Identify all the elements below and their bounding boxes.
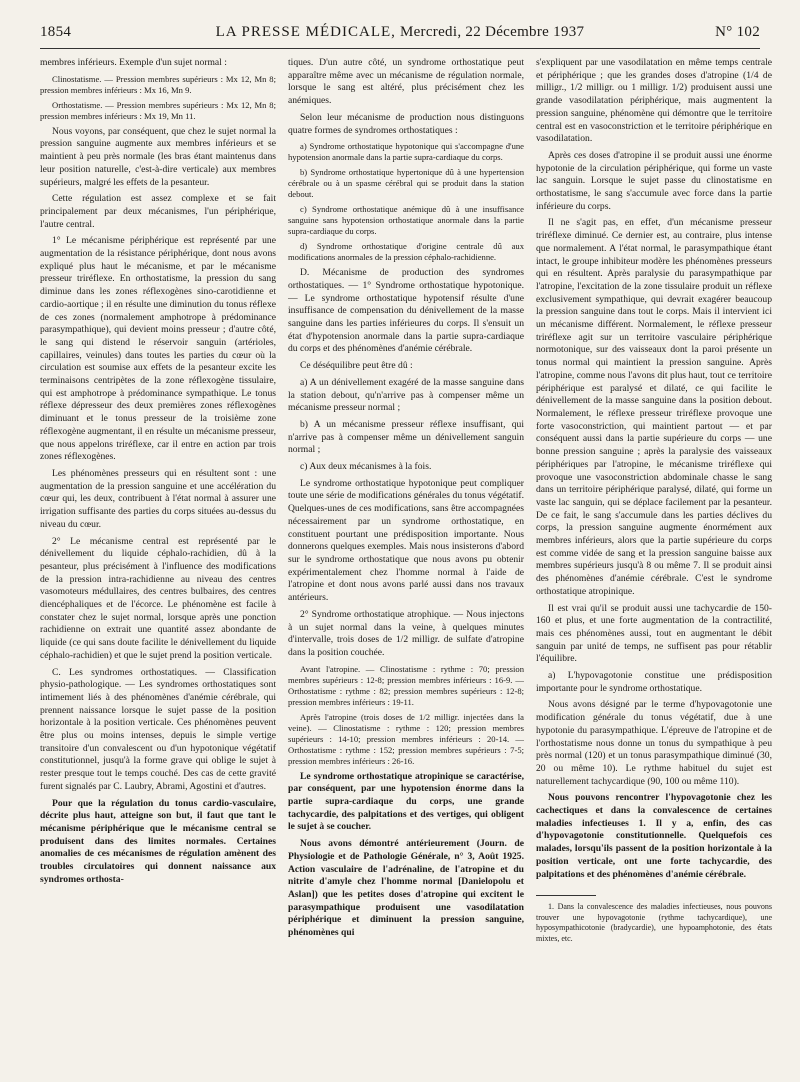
paragraph: 1° Le mécanisme périphérique est représenté par une augmentation de la résistance périphérique, dont nous avons expliqué plus haut le mécanisme, et par le mécanisme presseur triréflexe. En orthostatisme, la pression du sang diminue dans les zones réflexogènes sino-carotidienne et cardio-aortique ; il en résulte une diminution du tonus réflexe de ces zones (normalement amphotrope à prédominance parasympathique), qui devient moins presseur ; d'autre côté, le sang qui distend le réservoir sanguin (artérioles, capillaires, veinules) dans toutes les parties du cœur où la circulation est soumise aux effets de la pesanteur excite les terminaisons centripètes de la zone réflexogène tissulaire, qui est amphotrope à prédominance sympathique. Le tonus réflexe dépresseur des deux premières zones réflexogènes diminuant et le tonus presseur de la troisième zone réflexogène augmentant, il en résulte un mécanisme presseur, que nous appelons triréflexe, car il entre en action par trois zones réflexogènes. — [40, 235, 276, 463]
section-heading: D. Mécanisme de production des syndromes orthostatiques. — 1° Syndrome orthostatique hypotonique. — Le syndrome orthostatique hypotensif résulte d'une insuffisance de compensation du dénivellement de la masse sanguine dans les parties inférieures du corps. Il s'ensuit un état d'hypotension anormale dans la partie supra-cardiaque du corps et des phénomènes d'anémie cérébrale. — [288, 267, 524, 355]
section-heading: C. Les syndromes orthostatiques. — Classification physio-pathologique. — Les syndromes orthostatiques sont intimement liés à des phénomènes d'anémie cérébrale, qui prennent naissance lorsque le sujet passe de la position horizontale à la position verticale. Ces phénomènes peuvent être plus ou moins intenses, depuis le simple vertige transitoire d'un convalescent ou d'un hypotonique végétatif constitutionnel, jusqu'à la forme grave qui oblige le sujet à rester presque tout le temps couché. Des cas de cette gravité furent signalés par C. Laubry, Abrami, Agostini et d'autres. — [40, 666, 276, 792]
list-item: c) Syndrome orthostatique anémique dû à une insuffisance sanguine sans hypotension orthostatique anormale dans la partie supra-cardiaque du corps. — [288, 204, 524, 237]
column-1 — [40, 57, 276, 1067]
journal-line — [40, 24, 760, 41]
list-item: a) A un dénivellement exagéré de la masse sanguine dans la station debout, qu'n'arrive pas à compenser même un mécanisme presseur normal ; — [288, 376, 524, 414]
paragraph: Cette régulation est assez complexe et se fait principalement par deux mécanismes, l'un périphérique, l'autre central. — [40, 193, 276, 230]
footnote-divider — [536, 895, 596, 896]
paragraph: Nous voyons, par conséquent, que chez le sujet normal la pression sanguine augmente aux membres inférieurs et se maintient à peu près normale (les bras étant maintenus dans leur position naturelle, c'est-à-dire verticale) aux membres supérieurs, malgré les effets de la pesanteur. — [40, 125, 276, 188]
paragraph: Avant l'atropine. — Clinostatisme : rythme : 70; pression membres supérieurs : 12-8; pression membres inférieurs : 16-9. — Orthostatisme : rythme : 82; pression membres supérieurs : 12-8; pression membres inférieurs : 19-11. — [288, 663, 524, 707]
paragraph: Après ces doses d'atropine il se produit aussi une énorme hypotonie de la circulation périphérique, qui forme un vaste lac sanguin. Lorsque le sujet passe du clinostatisme en orthostatisme, le sang s'accumule avec force dans la partie inférieure du corps. — [536, 149, 772, 212]
column-3 — [536, 57, 772, 1067]
paragraph: membres inférieurs. Exemple d'un sujet normal : — [40, 57, 227, 68]
footnote: 1. Dans la convalescence des maladies infectieuses, nous pouvons trouver une hypovagotonie (rythme tachycardique), une hyposympathicotonie (bradycardie), une hypoamphotonie, des états mixtes, etc. — [536, 902, 772, 943]
paragraph: a) L'hypovagotonie constitue une prédisposition importante pour le syndrome orthostatique. — [536, 670, 772, 694]
list-item: d) Syndrome orthostatique d'origine centrale dû aux modifications anormales de la pression céphalo-rachidienne. — [288, 241, 524, 263]
paragraph: Après l'atropine (trois doses de 1/2 milligr. injectées dans la veine). — Clinostatisme : rythme : 120; pression membres supérieurs : 14-10; pression membres inférieurs : 20-14. — Orthostatisme : rythme : 152; pression membres supérieurs : 7-5; pression membres inférieurs : 26-16. — [288, 711, 524, 766]
paragraph: Les phénomènes presseurs qui en résultent sont : une augmentation de la pression sanguine et une accélération du cœur qui, les deux, contribuent à l'état normal à assurer une irrigation suffisante des parties du corps situées au-dessus du niveau du cœur. — [40, 467, 276, 530]
paragraph: Ce déséquilibre peut être dû : — [300, 360, 413, 372]
paragraph: Selon leur mécanisme de production nous distinguons quatre formes de syndromes orthostatiques : — [288, 111, 524, 136]
paragraph: Le syndrome orthostatique hypotonique peut compliquer toute une série de modifications générales du tonus végétatif. Quelques-unes de ces modifications, sans être accompagnées nécessairement par un syndrome orthostatique, en constituent pourtant une prédisposition importante. Nous donnerons quelques exemples. Mais nous insisterons d'abord sur le syndrome orthostatique que nous avons pu obtenir expérimentalement chez l'homme normal à l'aide de l'atropine et dont nous avons parlé aussi dans nos travaux antérieurs. — [288, 477, 524, 604]
paragraph: 2° Le mécanisme central est représenté par le dénivellement du liquide céphalo-rachidien, dû à la pesanteur, plus précisément à l'influence des modifications de la pression intra-rachidienne au niveau des centres vasomoteurs médullaires, des centres bulbaires, des centres diencéphaliques et de l'écorce. Le phénomène est facile à constater chez le sujet normal, lorsque après une ponction rachidienne on extrait une quantité assez abondante de liquide (ce qui sans doute facilite le dénivellement du liquide céphalo-rachidien) et que le sujet prend la position verticale. — [40, 535, 276, 661]
paragraph: s'expliquent par une vasodilatation en même temps centrale et périphérique ; que les grandes doses d'atropine (1/4 de milligr., 1/2 milligr. ou 1 milligr. 1/2) produisent aussi une grande vasodilatation périphérique, mais augmentent la pression sanguine, phénomène qui démontre que le territoire central est en vasoconstriction et le territoire périphérique en vasodilatation. — [536, 57, 772, 145]
page-header — [40, 22, 760, 49]
paragraph: Nous avons démontré antérieurement (Journ. de Physiologie et de Pathologie Générale, n° 3, Août 1925. Action vasculaire de l'adrénaline, de l'atropine et du nitrite d'amyle chez l'homme normal [Danielopolu et Aslan]) que les petites doses d'atropine qui excitent le parasympathique produisent une vasodilatation périphérique et diminuent la pression sanguine, phénomènes qui — [288, 838, 524, 939]
list-item: b) A un mécanisme presseur réflexe insuffisant, qui n'arrive pas à compenser même un dénivellement sanguin normal ; — [288, 418, 524, 456]
issue-date: Mercredi, 22 Décembre 1937 — [399, 24, 585, 40]
paragraph: Le syndrome orthostatique atropinique se caractérise, par conséquent, par une hypotension énorme dans la partie supra-cardiaque du corps, une grande tachycardie, des palpitations et des vertiges, qui obligent le sujet à se coucher. — [288, 770, 524, 833]
paragraph: Pour que la régulation du tonus cardio-vasculaire, décrite plus haut, atteigne son but, il faut que tant le mécanisme périphérique que le mécanisme central se produisent dans des limites normales. Certaines anomalies de ces mécanismes de régulation amènent des troubles circulatoires qui donnent naissance aux syndromes orthosta- — [40, 797, 276, 885]
issue-number: N° 102 — [715, 24, 760, 40]
column-2 — [288, 57, 524, 1067]
journal-title: LA PRESSE MÉDICALE, — [215, 24, 396, 40]
list-item: b) Syndrome orthostatique hypertonique dû à une hypertension cérébrale ou à un spasme cérébral qui se produit dans la station debout. — [288, 167, 524, 200]
paragraph: 2° Syndrome orthostatique atrophique. — Nous injectons à un sujet normal dans la veine, à quelques minutes d'intervalle, trois doses de 1/2 milligr. de sulfate d'atropine dans la position couchée. — [288, 608, 524, 658]
paragraph: Il ne s'agit pas, en effet, d'un mécanisme presseur triréflexe diminué. Ce dernier est, au contraire, plus intense que normalement. A l'état normal, le parasympathique étant intact, le groupe inhibiteur modère les phénomènes presseurs qui en résultent. Après paralysie du parasympathique par l'atropine, l'excitation de la zone tissulaire produit un réflexe exclusivement sympathique, qui devrait exagérer beaucoup la pression sanguine dans tout le corps. Mais il intervient ici un mécanisme différent. Normalement, le réflexe presseur triréflexe agit sur un territoire vasculaire périphérique normotonique, sur des vaisseaux dont la paroi présente un tonus normal qui maintient la pression sanguine. Après l'atropine, comme nous l'avons dit plus haut, tout ce territoire périphérique est paralysé et dilaté, ce qui facilite le dénivellement de la masse sanguine dans la position debout. Normalement, le réflexe presseur triréflexe provoque une forte vasoconstriction, qui maintient partout — et par conséquent aussi dans la partie supérieure du corps — une bonne pression sanguine ; après la paralysie des vaisseaux périphériques par l'atropine, le mécanisme triréflexe qui provoque une vasoconstriction abdominale chasse le sang dans un territoire périphérique paralysé, dilaté, qui forme un vaste lac sanguin, qui se déplace facilement par la pesanteur. De ce fait, le sang s'accumule dans les parties déclives du corps, la pression sanguine augmente énormément aux membres inférieurs, alors que la partie supérieure du corps est comme vidée de sang et la pression sanguine baisse aux membres supérieurs jusqu'à 8 ou même 7. Il se produit ainsi des phénomènes d'anémie cérébrale. C'est le syndrome orthostatique atropinique. — [536, 217, 772, 597]
paragraph: Nous pouvons rencontrer l'hypovagotonie chez les cachectiques et dans la convalescence de certaines maladies infectieuses 1. Il y a, enfin, des cas d'hypovagotonie constitutionnelle. Quelquefois ces malades, lorsqu'ils passent de la position horizontale à la position verticale, ont une forte tachycardie, des palpitations et des phénomènes d'anémie cérébrale. — [536, 792, 772, 880]
list-item: a) Syndrome orthostatique hypotonique qui s'accompagne d'une hypotension anormale dans la partie supra-cardiaque du corps. — [288, 141, 524, 163]
paragraph: tiques. D'un autre côté, un syndrome orthostatique peut apparaître même avec un mécanisme de régulation normale, lorsque le sang est altéré, plus précisément chez les anémiques. — [288, 57, 524, 107]
article-columns — [40, 57, 772, 1067]
list-item: c) Aux deux mécanismes à la fois. — [300, 461, 432, 473]
page-number: 1854 — [40, 24, 72, 40]
paragraph: Il est vrai qu'il se produit aussi une tachycardie de 150-160 et plus, et une forte augmentation de la contractilité, mais ces phénomènes aussi, tout en augmentant le débit sanguin par unité de temps, ne suffisent pas pour rétablir l'équilibre. — [536, 602, 772, 665]
paragraph: Clinostatisme. — Pression membres supérieurs : Mx 12, Mn 8; pression membres inférieurs : Mx 16, Mn 9. — [40, 73, 276, 95]
paragraph: Orthostatisme. — Pression membres supérieurs : Mx 12, Mn 8; pression membres inférieurs : Mx 19, Mn 11. — [40, 99, 276, 121]
paragraph: Nous avons désigné par le terme d'hypovagotonie une modification générale du tonus végétatif, due à une hypotonie du parasympathique. L'épreuve de l'atropine et de l'orthostatisme nous donne un tonus du sympathique à peu près normal (120) et un tonus parasympathique diminué (30, 20 ou même 10). Le rythme habituel du sujet est naturellement tachycardique (90, 100 ou même 110). — [536, 699, 772, 787]
